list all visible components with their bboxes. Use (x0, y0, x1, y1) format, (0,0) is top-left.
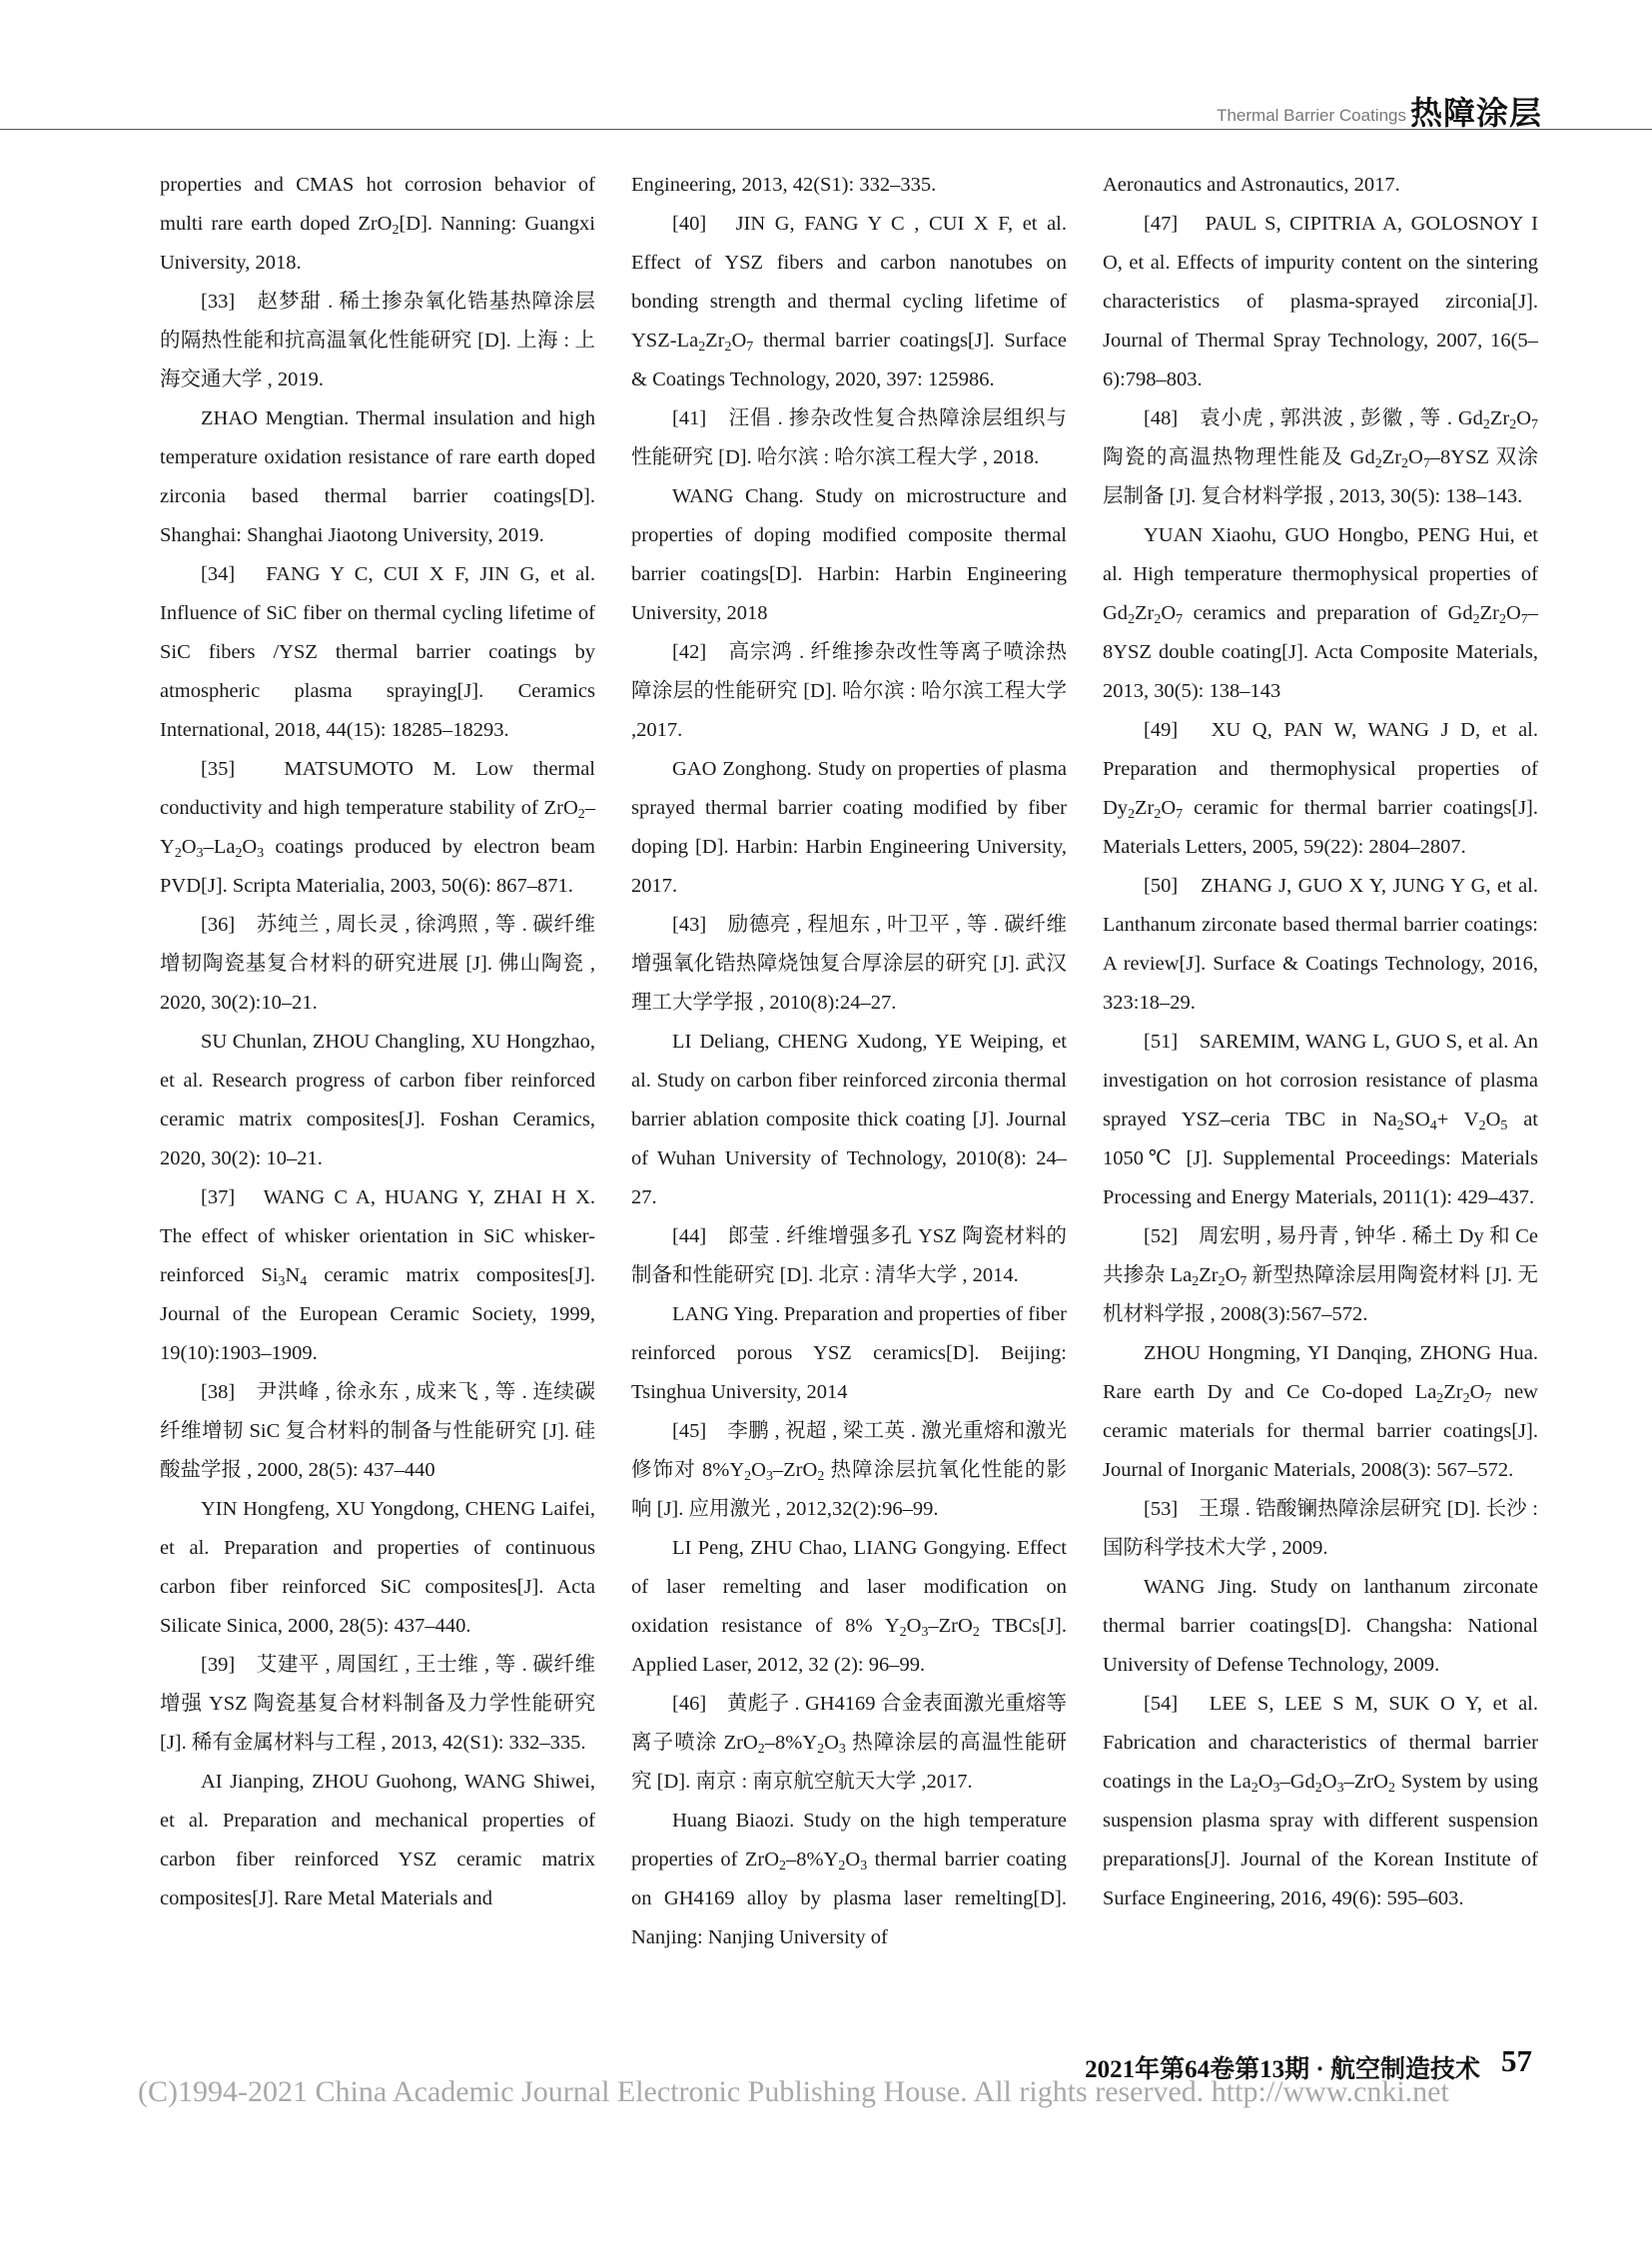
reference-column-1 (160, 166, 595, 1918)
reference-entry: [37] WANG C A, HUANG Y, ZHAI H X. The effect of whisker orientation in SiC whisker-reinforced $Si_3N_4$ ceramic matrix composites[J]. Journal of the European Ceramic Society, 1999, 19(10):1903–1909. (160, 1186, 596, 1364)
reference-translation: YIN Hongfeng, XU Yongdong, CHENG Laifei, et al. Preparation and properties of continuous carbon fiber reinforced SiC composites[J]. Acta Silicate Sinica, 2000, 28(5): 437–440. (160, 1498, 595, 1637)
reference-translation: LI Deliang, CHENG Xudong, YE Weiping, et al. Study on carbon fiber reinforced zirconia thermal barrier ablation composite thick coating [J]. Journal of Wuhan University of Technology, 2010(8): 24–27. (631, 1031, 1067, 1208)
reference-entry: [35] MATSUMOTO M. Low thermal conductivity and high temperature stability of $ZrO_2-Y_2O_3-La_2O_3$ coatings produced by electron beam PVD[J]. Scripta Materialia, 2003, 50(6): 867–871. (160, 758, 595, 897)
reference-entry: [36] 苏纯兰 , 周长灵 , 徐鸿照 , 等 . 碳纤维增韧陶瓷基复合材料的研究进展 [J]. 佛山陶瓷 , 2020, 30(2):10–21. (160, 914, 595, 1014)
reference-translation: LI Peng, ZHU Chao, LIANG Gongying. Effect of laser remelting and laser modification on oxidation resistance of 8% $Y_2O_3-ZrO_2$ TBCs[J]. Applied Laser, 2012, 32 (2): 96–99. (631, 1537, 1068, 1676)
reference-continuation: Aeronautics and Astronautics, 2017. (1103, 174, 1400, 196)
reference-translation: LANG Ying. Preparation and properties of fiber reinforced porous YSZ ceramics[D]. Beijing: Tsinghua University, 2014 (631, 1303, 1067, 1403)
reference-entry: [53] 王璟 . 锆酸镧热障涂层研究 [D]. 长沙 : 国防科学技术大学 , 2009. (1103, 1498, 1538, 1559)
reference-translation: AI Jianping, ZHOU Guohong, WANG Shiwei, et al. Preparation and mechanical properties of carbon fiber reinforced YSZ ceramic matrix composites[J]. Rare Metal Materials and (160, 1771, 595, 1909)
reference-entry: [45] 李鹏 , 祝超 , 梁工英 . 激光重熔和激光修饰对 $8\%Y_2O_3-ZrO_2$ 热障涂层抗氧化性能的影响 [J]. 应用激光 , 2012,32(2):96–99. (631, 1420, 1067, 1520)
reference-entry: [39] 艾建平 , 周国红 , 王士维 , 等 . 碳纤维增强 YSZ 陶瓷基复合材料制备及力学性能研究 [J]. 稀有金属材料与工程 , 2013, 42(S1): 332–335. (160, 1654, 595, 1754)
journal-issue-footer: 2021年第64卷第13期 · 航空制造技术 (1085, 2056, 1480, 2083)
reference-translation: ZHAO Mengtian. Thermal insulation and high temperature oxidation resistance of rare earth doped zirconia based thermal barrier coatings[D]. Shanghai: Shanghai Jiaotong University, 2019. (160, 407, 595, 546)
reference-translation: WANG Jing. Study on lanthanum zirconate thermal barrier coatings[D]. Changsha: National University of Defense Technology, 2009. (1103, 1576, 1538, 1676)
reference-translation: YUAN Xiaohu, GUO Hongbo, PENG Hui, et al. High temperature thermophysical properties of $Gd_2Zr_2O_7$ ceramics and preparation of $Gd_2Zr_2O_7-8YSZ$ double coating[J]. Acta Composite Materials, 2013, 30(5): 138–143 (1103, 524, 1538, 702)
reference-entry: [49] XU Q, PAN W, WANG J D, et al. Preparation and thermophysical properties of $Dy_2Zr_2O_7$ ceramic for thermal barrier coatings[J]. Materials Letters, 2005, 59(22): 2804–2807. (1103, 719, 1538, 858)
page-number: 57 (1501, 2043, 1532, 2078)
running-header-english: Thermal Barrier Coatings (1217, 106, 1406, 125)
reference-continuation: properties and CMAS hot corrosion behavior of multi rare earth doped ZrO$_2$[D]. Nanning: Guangxi University, 2018. (160, 174, 595, 274)
running-header-chinese: 热障涂层 (1409, 94, 1542, 132)
reference-entry: [50] ZHANG J, GUO X Y, JUNG Y G, et al. Lanthanum zirconate based thermal barrier coatings: A review[J]. Surface & Coatings Technology, 2016, 323:18–29. (1103, 875, 1538, 1014)
reference-entry: [40] JIN G, FANG Y C , CUI X F, et al. Effect of YSZ fibers and carbon nanotubes on bonding strength and thermal cycling lifetime of YSZ-$La_2Zr_2O_7$ thermal barrier coatings[J]. Surface & Coatings Technology, 2020, 397: 125986. (631, 213, 1067, 390)
reference-column-2 (631, 166, 1067, 1957)
reference-entry: [34] FANG Y C, CUI X F, JIN G, et al. Influence of SiC fiber on thermal cycling lifetime of SiC fibers /YSZ thermal barrier coatings by atmospheric plasma spraying[J]. Ceramics International, 2018, 44(15): 18285–18293. (160, 563, 595, 741)
reference-translation: GAO Zonghong. Study on properties of plasma sprayed thermal barrier coating modified by fiber doping [D]. Harbin: Harbin Engineering University, 2017. (631, 758, 1067, 897)
reference-entry: [47] PAUL S, CIPITRIA A, GOLOSNOY I O, et al. Effects of impurity content on the sintering characteristics of plasma-sprayed zirconia[J]. Journal of Thermal Spray Technology, 2007, 16(5–6):798–803. (1103, 213, 1538, 390)
reference-entry: [43] 励德亮 , 程旭东 , 叶卫平 , 等 . 碳纤维增强氧化锆热障烧蚀复合厚涂层的研究 [J]. 武汉理工大学学报 , 2010(8):24–27. (631, 914, 1067, 1014)
reference-entry: [33] 赵梦甜 . 稀土掺杂氧化锆基热障涂层的隔热性能和抗高温氧化性能研究 [D]. 上海 : 上海交通大学 , 2019. (160, 291, 595, 390)
header-rule (0, 129, 1652, 130)
reference-entry: [51] SAREMIM, WANG L, GUO S, et al. An investigation on hot corrosion resistance of plasma sprayed YSZ–ceria TBC in $Na_2SO_4+ V_2O_5$ at 1050℃ [J]. Supplemental Proceedings: Materials Processing and Energy Materials, 2011(1): 429–437. (1103, 1031, 1538, 1208)
reference-translation: Huang Biaozi. Study on the high temperature properties of $ZrO_2-8\%Y_2O_3$ thermal barrier coating on GH4169 alloy by plasma laser remelting[D]. Nanjing: Nanjing University of (631, 1810, 1067, 1948)
reference-entry: [46] 黄彪子 . GH4169 合金表面激光重熔等离子喷涂 $ZrO_2-8\%Y_2O_3$ 热障涂层的高温性能研究 [D]. 南京 : 南京航空航天大学 ,2017. (631, 1693, 1068, 1793)
reference-entry: [52] 周宏明 , 易丹青 , 钟华 . 稀土 Dy 和 Ce 共掺杂 $La_2Zr_2O_7$ 新型热障涂层用陶瓷材料 [J]. 无机材料学报 , 2008(3):567–572. (1103, 1225, 1538, 1325)
reference-entry: [44] 郎莹 . 纤维增强多孔 YSZ 陶瓷材料的制备和性能研究 [D]. 北京 : 清华大学 , 2014. (631, 1225, 1067, 1286)
reference-entry: [42] 高宗鸿 . 纤维掺杂改性等离子喷涂热障涂层的性能研究 [D]. 哈尔滨 : 哈尔滨工程大学 ,2017. (631, 641, 1067, 741)
reference-translation: ZHOU Hongming, YI Danqing, ZHONG Hua. Rare earth Dy and Ce Co-doped $La_2Zr_2O_7$ new ceramic materials for thermal barrier coatings[J]. Journal of Inorganic Materials, 2008(3): 567–572. (1103, 1342, 1538, 1481)
reference-entry: [54] LEE S, LEE S M, SUK O Y, et al. Fabrication and characteristics of thermal barrier coatings in the $La_2O_3-Gd_2O_3-ZrO_2$ System by using suspension plasma spray with different suspension preparations[J]. Journal of the Korean Institute of Surface Engineering, 2016, 49(6): 595–603. (1103, 1693, 1538, 1909)
reference-entry: [41] 汪倡 . 掺杂改性复合热障涂层组织与性能研究 [D]. 哈尔滨 : 哈尔滨工程大学 , 2018. (631, 407, 1067, 468)
reference-column-3 (1103, 166, 1538, 1918)
reference-translation: WANG Chang. Study on microstructure and properties of doping modified composite thermal barrier coatings[D]. Harbin: Harbin Engineering University, 2018 (631, 485, 1067, 624)
reference-entry: [38] 尹洪峰 , 徐永东 , 成来飞 , 等 . 连续碳纤维增韧 SiC 复合材料的制备与性能研究 [J]. 硅酸盐学报 , 2000, 28(5): 437–440 (160, 1381, 595, 1481)
reference-continuation: Engineering, 2013, 42(S1): 332–335. (631, 174, 937, 196)
reference-translation: SU Chunlan, ZHOU Changling, XU Hongzhao, et al. Research progress of carbon fiber reinforced ceramic matrix composites[J]. Foshan Ceramics, 2020, 30(2): 10–21. (160, 1031, 595, 1169)
reference-entry: [48] 袁小虎 , 郭洪波 , 彭徽 , 等 . $Gd_2Zr_2O_7$ 陶瓷的高温热物理性能及 $Gd_2Zr_2O_7-8YSZ$ 双涂层制备 [J]. 复合材料学报 , 2013, 30(5): 138–143. (1103, 407, 1538, 507)
copyright-watermark: (C)1994-2021 China Academic Journal Electronic Publishing House. All rights reserved. http://www.cnki.net (138, 2075, 1449, 2108)
